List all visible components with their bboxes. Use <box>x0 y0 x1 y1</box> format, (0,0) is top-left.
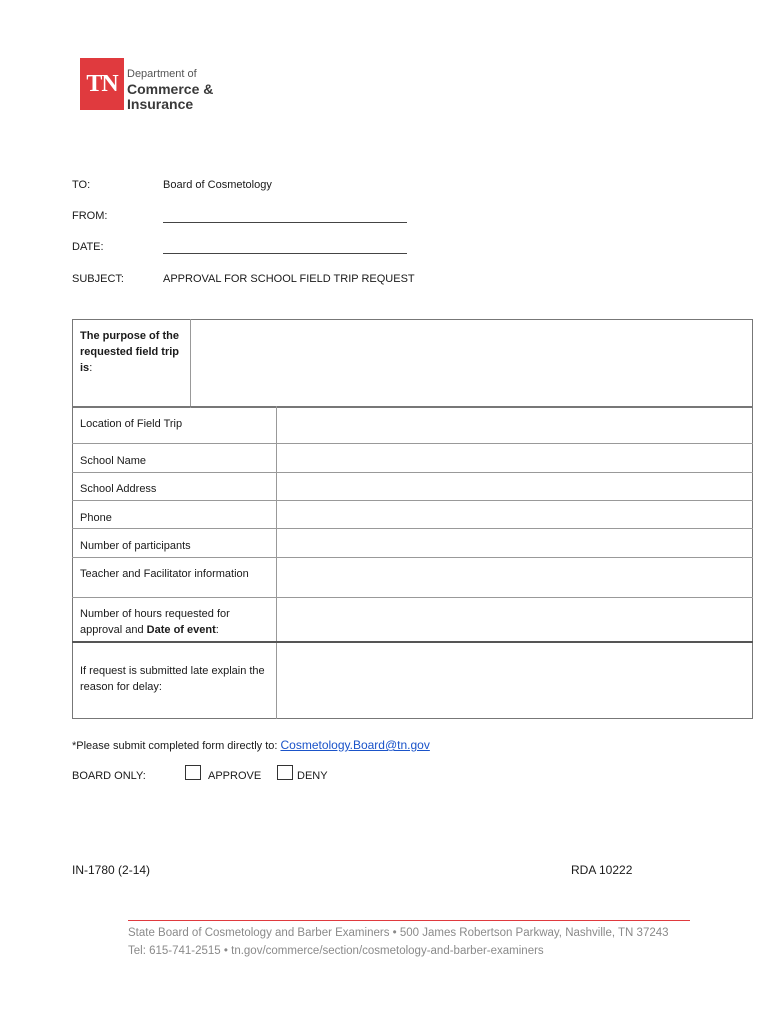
school-name-input[interactable] <box>278 445 751 471</box>
location-label: Location of Field Trip <box>80 418 183 430</box>
logo-line-department: Department of <box>127 68 197 80</box>
school-name-label: School Name <box>80 455 147 467</box>
row-divider <box>72 443 753 444</box>
approve-label: APPROVE <box>208 770 262 782</box>
submit-note <box>72 738 430 752</box>
purpose-input[interactable] <box>192 321 750 406</box>
field-table-divider <box>276 406 277 719</box>
teacher-label: Teacher and Facilitator information <box>80 568 249 580</box>
date-label: DATE: <box>72 241 104 253</box>
subject-value: APPROVAL FOR SCHOOL FIELD TRIP REQUEST <box>163 273 415 285</box>
row-divider <box>72 597 753 598</box>
late-reason-input[interactable] <box>278 644 751 717</box>
form-id: IN-1780 (2-14) <box>72 863 151 877</box>
location-input[interactable] <box>278 408 751 442</box>
deny-label: DENY <box>297 770 328 782</box>
row-divider <box>72 641 753 643</box>
rda-number: RDA 10222 <box>571 863 633 877</box>
to-value: Board of Cosmetology <box>163 179 272 191</box>
row-divider <box>72 500 753 501</box>
logo-line-commerce: Commerce & <box>127 81 214 97</box>
participants-input[interactable] <box>278 530 751 556</box>
from-blank-line[interactable] <box>163 208 407 223</box>
participants-label: Number of participants <box>80 540 191 552</box>
from-label: FROM: <box>72 210 108 222</box>
deny-checkbox[interactable] <box>277 765 293 780</box>
department-logo <box>80 58 213 112</box>
purpose-divider <box>190 319 191 408</box>
phone-input[interactable] <box>278 502 751 527</box>
footer-contact: Tel: 615-741-2515 • tn.gov/commerce/section/cosmetology-and-barber-examiners <box>128 945 544 957</box>
email-link[interactable]: Cosmetology.Board@tn.gov <box>280 738 430 752</box>
school-address-label: School Address <box>80 483 157 495</box>
footer-address: State Board of Cosmetology and Barber Examiners • 500 James Robertson Parkway, Nashville, TN 37243 <box>128 927 669 939</box>
school-address-input[interactable] <box>278 474 751 499</box>
hours-date-input[interactable] <box>278 599 751 640</box>
submit-note-text: *Please submit completed form directly to: <box>72 740 281 752</box>
teacher-input[interactable] <box>278 559 751 596</box>
logo-text <box>127 67 213 112</box>
row-divider <box>72 472 753 473</box>
purpose-label: The purpose of the requested field trip is: <box>80 330 180 374</box>
board-only-label: BOARD ONLY: <box>72 770 146 782</box>
to-label: TO: <box>72 179 91 191</box>
footer-red-rule <box>128 920 690 921</box>
phone-label: Phone <box>80 512 112 524</box>
late-reason-label: If request is submitted late explain the reason for delay: <box>80 665 265 693</box>
subject-label: SUBJECT: <box>72 273 124 285</box>
tn-logo-mark: TN <box>80 58 124 110</box>
hours-date-label: Number of hours requested for approval and Date of event: <box>80 608 230 636</box>
date-blank-line[interactable] <box>163 239 407 254</box>
logo-line-insurance: Insurance <box>127 96 194 112</box>
row-divider <box>72 528 753 529</box>
approve-checkbox[interactable] <box>185 765 201 780</box>
row-divider <box>72 557 753 558</box>
